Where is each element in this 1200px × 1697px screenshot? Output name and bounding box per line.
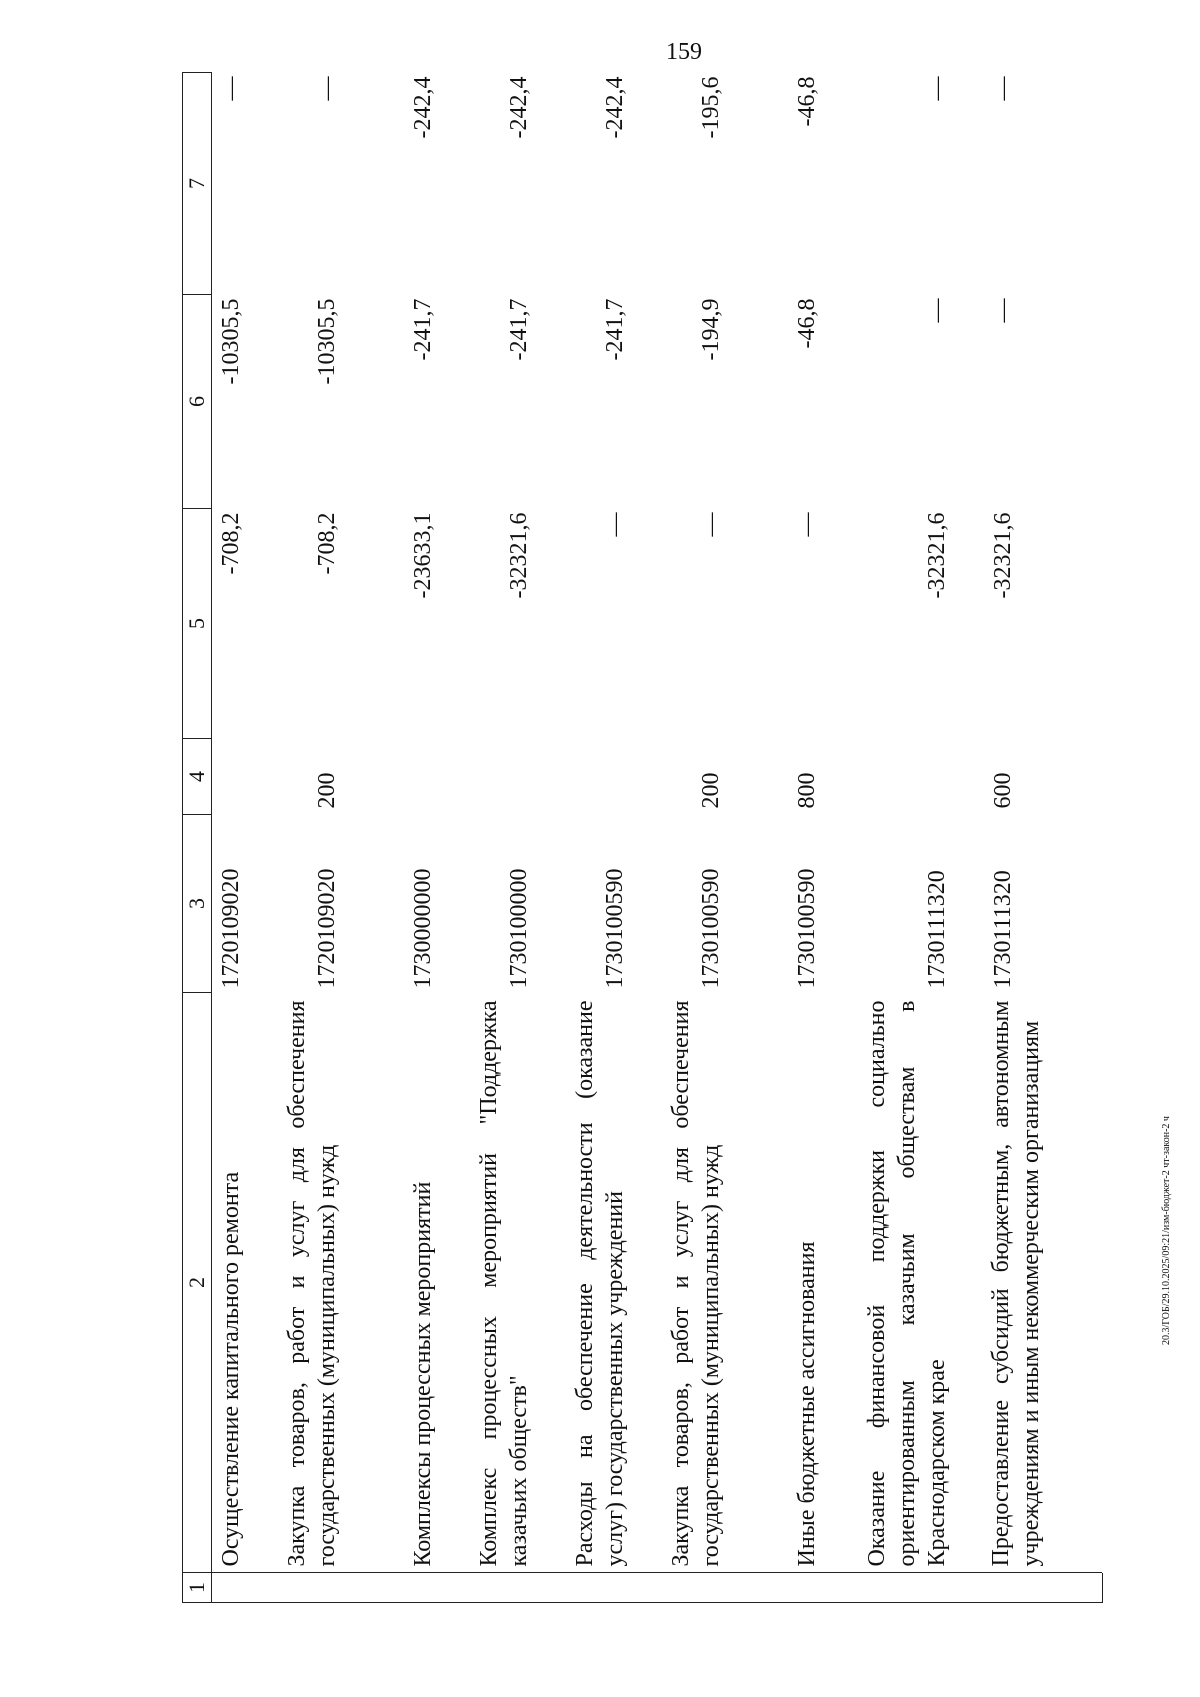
budget-table xyxy=(182,72,1084,1603)
row-value-7: -195,6 xyxy=(698,76,724,139)
page-number: 159 xyxy=(666,39,702,65)
row-value-6: — xyxy=(990,298,1016,323)
cell-col1 xyxy=(342,1573,438,1603)
row-value-7: -242,4 xyxy=(410,76,436,139)
document-stamp xyxy=(1155,55,1179,1345)
row-value-6: — xyxy=(924,298,950,323)
row-value-5: -23633,1 xyxy=(410,512,436,599)
row-value-6: -10305,5 xyxy=(314,298,340,385)
table-row xyxy=(822,73,952,1603)
table-row xyxy=(630,73,726,1603)
row-kvr xyxy=(438,739,534,815)
row-value-7: — xyxy=(990,76,1016,101)
table-row xyxy=(212,73,247,1603)
table-row xyxy=(342,73,438,1603)
document-stamp-text: 20.3/ГОБ/29.10.2025/09:21/изм-бюджет-2 чт-закон-2 ч xyxy=(1161,1116,1172,1345)
row-name: Расходы на обеспечение деятельности (оказание услуг) государственных учреждений xyxy=(572,1000,628,1567)
row-value-5: — xyxy=(698,512,724,537)
row-value-7: — xyxy=(314,76,340,101)
row-code: 1730000000 xyxy=(410,868,436,989)
row-value-7: -46,8 xyxy=(794,76,820,127)
budget-table-container xyxy=(182,73,1102,1603)
header-col-2: 2 xyxy=(183,993,212,1573)
table-body xyxy=(212,73,1085,1603)
row-name: Комплексы процессных мероприятий xyxy=(410,1181,436,1567)
table-row xyxy=(534,73,630,1603)
header-row xyxy=(183,73,212,1603)
table-frame-column1 xyxy=(182,1572,1102,1573)
table-header xyxy=(183,73,212,1603)
header-col-1: 1 xyxy=(183,1573,212,1603)
header-col-3: 3 xyxy=(183,815,212,993)
row-value-6: -10305,5 xyxy=(218,298,244,385)
row-kvr xyxy=(212,739,247,815)
row-name: Осуществление капитального ремонта xyxy=(218,1171,244,1567)
header-col-6: 6 xyxy=(183,295,212,509)
budget-table-rotated xyxy=(182,73,1102,1603)
row-value-6: -241,7 xyxy=(602,298,628,361)
row-value-6: -241,7 xyxy=(506,298,532,361)
cell-col1 xyxy=(212,1573,247,1603)
row-kvr: 800 xyxy=(794,772,820,809)
row-name: Закупка товаров, работ и услуг для обеспечения государственных (муниципальных) нужд xyxy=(668,1000,724,1567)
row-value-6: -194,9 xyxy=(698,298,724,361)
row-value-6: -241,7 xyxy=(410,298,436,361)
table-frame-left xyxy=(182,1602,1102,1603)
row-code: 1730100590 xyxy=(698,868,724,989)
row-code: 1720109020 xyxy=(314,868,340,989)
row-name: Иные бюджетные ассигнования xyxy=(794,1241,820,1567)
row-value-7: -242,4 xyxy=(602,76,628,139)
cell-col1 xyxy=(822,1573,952,1603)
row-value-7: -242,4 xyxy=(506,76,532,139)
row-value-5: — xyxy=(794,512,820,537)
row-code: 1730100590 xyxy=(794,868,820,989)
row-value-5: -708,2 xyxy=(218,512,244,575)
row-kvr: 600 xyxy=(990,772,1016,809)
row-name: Комплекс процессных мероприятий "Поддержка казачьих обществ" xyxy=(476,1000,532,1567)
row-kvr xyxy=(534,739,630,815)
cell-col1 xyxy=(952,1573,1084,1603)
table-frame-bottom xyxy=(1102,1573,1103,1603)
row-value-7: — xyxy=(924,76,950,101)
cell-col1 xyxy=(726,1573,822,1603)
cell-col1 xyxy=(630,1573,726,1603)
row-value-5: -32321,6 xyxy=(506,512,532,599)
row-value-5: -32321,6 xyxy=(990,512,1016,599)
header-col-7: 7 xyxy=(183,73,212,295)
row-value-5: -32321,6 xyxy=(924,512,950,599)
cell-col1 xyxy=(534,1573,630,1603)
row-value-5: — xyxy=(602,512,628,537)
row-kvr xyxy=(342,739,438,815)
table-row xyxy=(438,73,534,1603)
row-code: 1730100000 xyxy=(506,868,532,989)
row-kvr: 200 xyxy=(314,772,340,809)
row-value-5: -708,2 xyxy=(314,512,340,575)
row-value-6: -46,8 xyxy=(794,298,820,349)
table-row xyxy=(952,73,1084,1603)
row-value-7: — xyxy=(218,76,244,101)
table-row xyxy=(246,73,342,1603)
row-name: Предоставление субсидий бюджетным, автономным учреждениям и иным некоммерческим организациям xyxy=(988,1000,1044,1567)
row-code: 1730100590 xyxy=(602,868,628,989)
row-code: 1730111320 xyxy=(924,870,950,989)
row-kvr xyxy=(822,739,952,815)
row-name: Закупка товаров, работ и услуг для обеспечения государственных (муниципальных) нужд xyxy=(284,1000,340,1567)
row-name: Оказание финансовой поддержки социально ориентированным казачьим обществам в Краснодарском крае xyxy=(864,1000,950,1567)
row-code: 1730111320 xyxy=(990,870,1016,989)
row-code: 1720109020 xyxy=(218,868,244,989)
cell-col1 xyxy=(246,1573,342,1603)
header-col-4: 4 xyxy=(183,739,212,815)
cell-col1 xyxy=(438,1573,534,1603)
row-kvr: 200 xyxy=(698,772,724,809)
table-row xyxy=(726,73,822,1603)
header-col-5: 5 xyxy=(183,509,212,739)
